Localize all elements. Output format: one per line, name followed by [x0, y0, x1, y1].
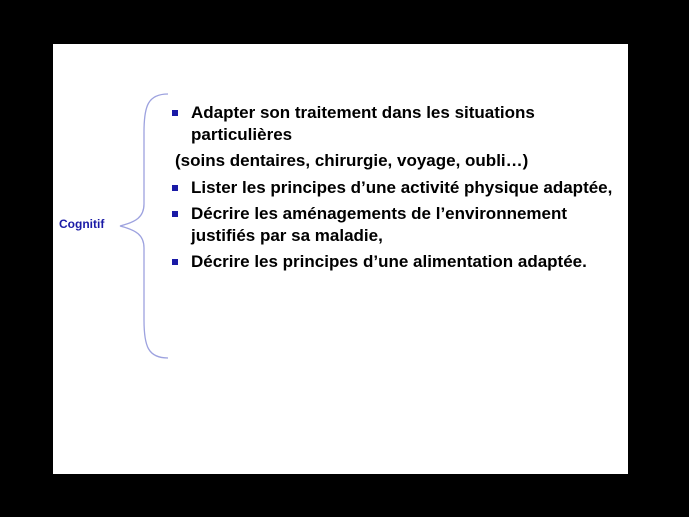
- curly-brace-icon: [118, 92, 173, 360]
- objective-list: [169, 102, 619, 277]
- list-item-text: Lister les principes d’une activité physique adaptée,: [191, 178, 613, 197]
- list-item: [169, 102, 619, 146]
- slide: [53, 44, 628, 474]
- square-bullet-icon: [172, 259, 178, 265]
- list-item-text: Décrire les aménagements de l’environnement justifiés par sa maladie,: [191, 204, 568, 245]
- list-item-text: Adapter son traitement dans les situations particulières: [191, 103, 535, 144]
- list-item: [169, 203, 619, 247]
- list-item-text: (soins dentaires, chirurgie, voyage, oubli…): [175, 151, 529, 170]
- list-item: [169, 177, 619, 199]
- list-item: [169, 251, 619, 273]
- list-item-text: Décrire les principes d’une alimentation adaptée.: [191, 252, 587, 271]
- square-bullet-icon: [172, 110, 178, 116]
- list-item: [169, 150, 619, 172]
- category-label: Cognitif: [59, 217, 105, 231]
- square-bullet-icon: [172, 185, 178, 191]
- square-bullet-icon: [172, 211, 178, 217]
